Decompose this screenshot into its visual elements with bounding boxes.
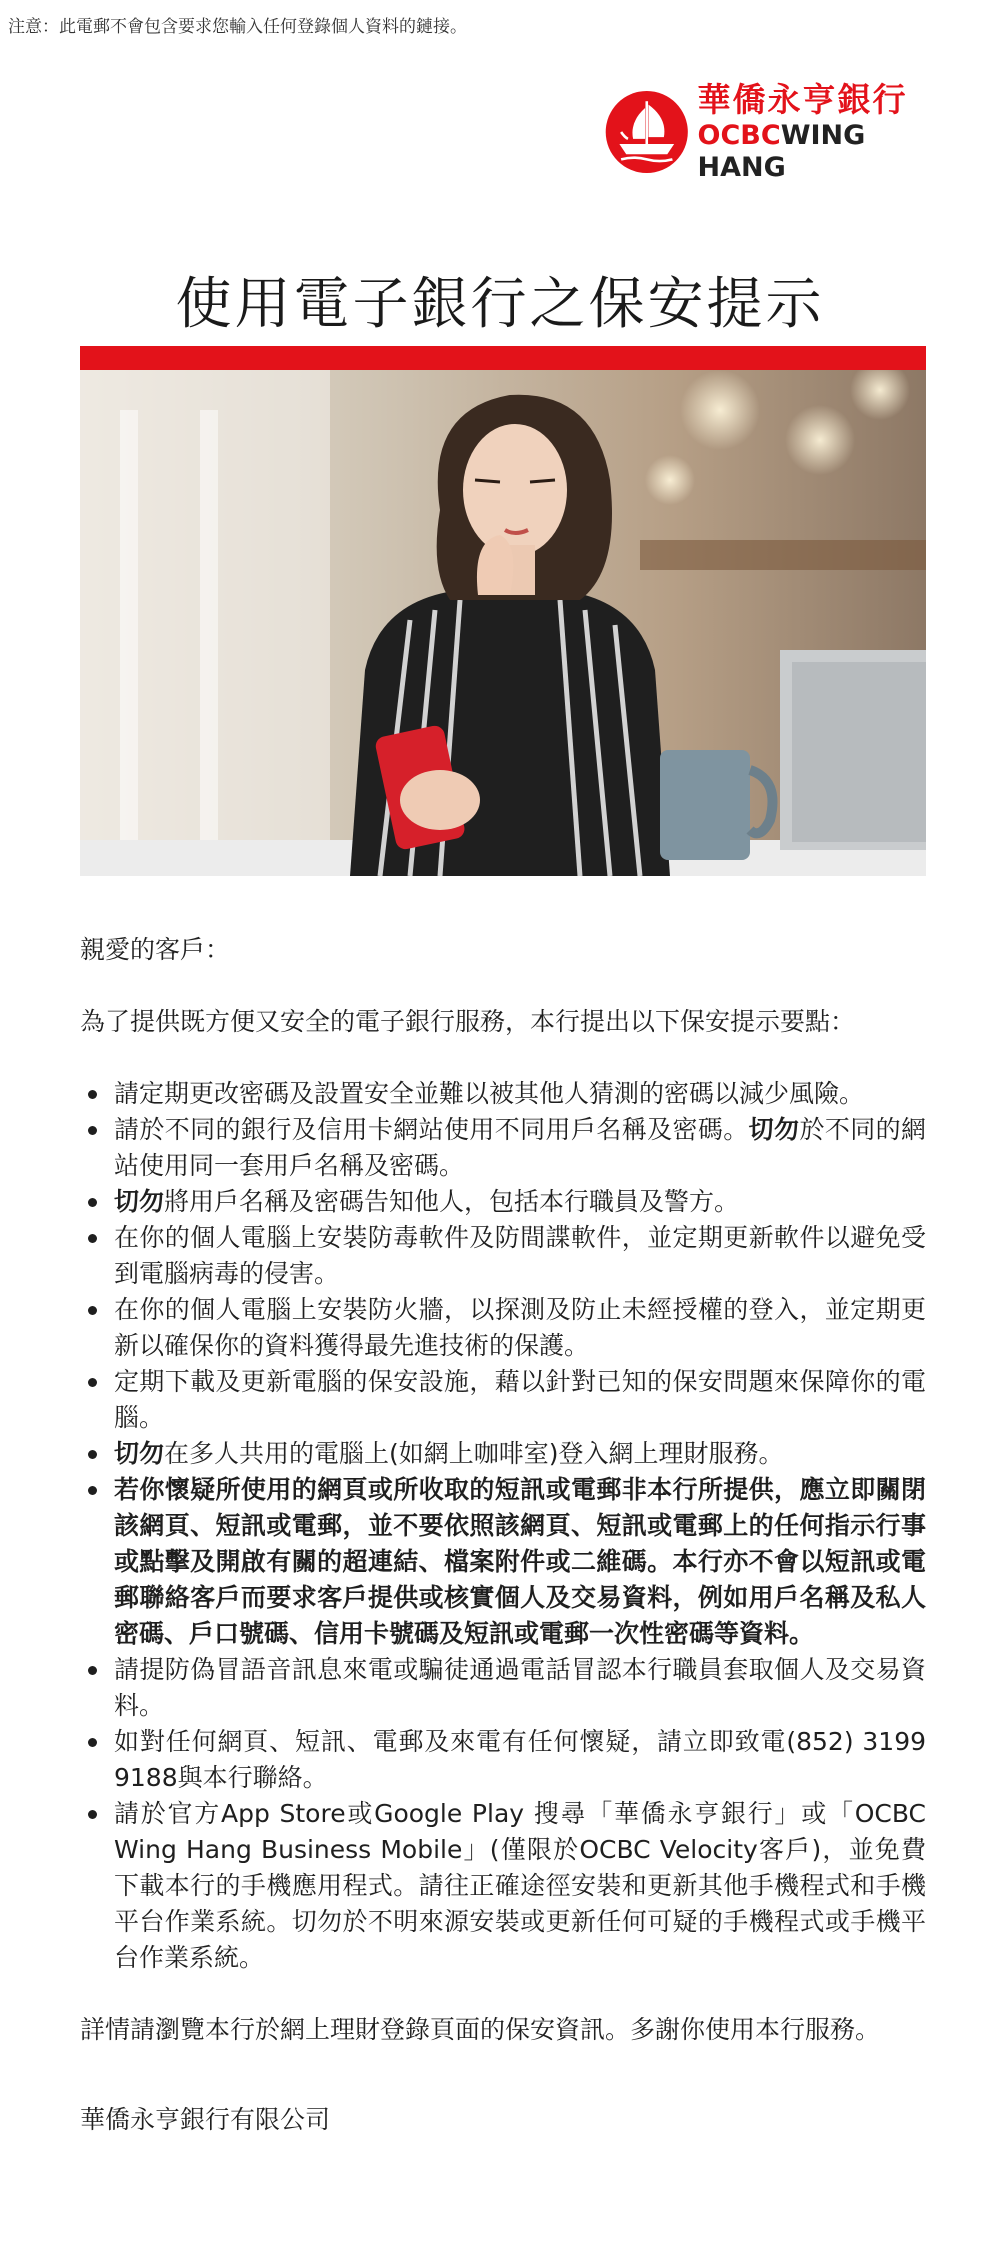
greeting: 親愛的客戶： <box>80 935 231 964</box>
email-notice: 注意：此電郵不會包含要求您輸入任何登錄個人資料的鏈接。 <box>8 17 467 37</box>
intro-text: 為了提供既方便又安全的電子銀行服務，本行提出以下保安提示要點： <box>80 1007 856 1036</box>
closing-text: 詳情請瀏覽本行於網上理財登錄頁面的保安資訊。多謝你使用本行服務。 <box>80 2015 881 2044</box>
hero-image <box>80 370 926 876</box>
list-item: 請定期更改密碼及設置安全並難以被其他人猜測的密碼以減少風險。 <box>80 1076 926 1112</box>
logo-chinese-name: 華僑永亨銀行 <box>697 80 908 119</box>
email-body <box>80 932 926 2138</box>
list-item: 切勿將用戶名稱及密碼告知他人，包括本行職員及警方。 <box>80 1184 926 1220</box>
list-item: 請於不同的銀行及信用卡網站使用不同用戶名稱及密碼。切勿於不同的網站使用同一套用戶名稱及密碼。 <box>80 1112 926 1184</box>
page-title: 使用電子銀行之保安提示 <box>175 271 825 337</box>
red-banner-bar <box>80 346 926 370</box>
list-item: 在你的個人電腦上安裝防火牆，以探測及防止未經授權的登入，並定期更新以確保你的資料獲得最先進技術的保護。 <box>80 1292 926 1364</box>
signature: 華僑永亨銀行有限公司 <box>80 2105 331 2134</box>
list-item: 在你的個人電腦上安裝防毒軟件及防間諜軟件，並定期更新軟件以避免受到電腦病毒的侵害。 <box>80 1220 926 1292</box>
logo-english-name <box>698 120 934 184</box>
list-item: 切勿在多人共用的電腦上(如網上咖啡室)登入網上理財服務。 <box>80 1436 926 1472</box>
logo-ocbc: OCBC <box>697 120 781 151</box>
list-item: 請於官方App Store或Google Play 搜尋「華僑永亨銀行」或「OCBC Wing Hang Business Mobile」(僅限於OCBC Velocity客戶)，並免費下載本行的手機應用程式。請往正確途徑安裝和更新其他手機程式和手機平台作業系統。切勿於不明來源安裝或更新任何可疑的手機程式或手機平台作業系統。 <box>80 1796 926 1976</box>
list-item: 如對任何網頁、短訊、電郵及來電有任何懷疑，請立即致電(852) 3199 9188與本行聯絡。 <box>80 1724 926 1796</box>
list-item: 若你懷疑所使用的網頁或所收取的短訊或電郵非本行所提供，應立即關閉該網頁、短訊或電郵，並不要依照該網頁、短訊或電郵上的任何指示行事或點擊及開啟有關的超連結、檔案附件或二維碼。本行亦不會以短訊或電郵聯絡客戶而要求客戶提供或核實個人及交易資料，例如用戶名稱及私人密碼、戶口號碼、信用卡號碼及短訊或電郵一次性密碼等資料。 <box>80 1472 926 1652</box>
logo-wing-hang: WING HANG <box>697 120 866 183</box>
list-item: 定期下載及更新電腦的保安設施，藉以針對已知的保安問題來保障你的電腦。 <box>80 1364 926 1436</box>
bank-logo <box>604 80 934 183</box>
list-item: 請提防偽冒語音訊息來電或騙徒通過電話冒認本行職員套取個人及交易資料。 <box>80 1652 926 1724</box>
woman-using-smartphone-photo-icon <box>80 370 926 876</box>
security-tips-list <box>80 1076 926 1976</box>
ocbc-sailing-ship-logo-icon <box>604 84 690 180</box>
